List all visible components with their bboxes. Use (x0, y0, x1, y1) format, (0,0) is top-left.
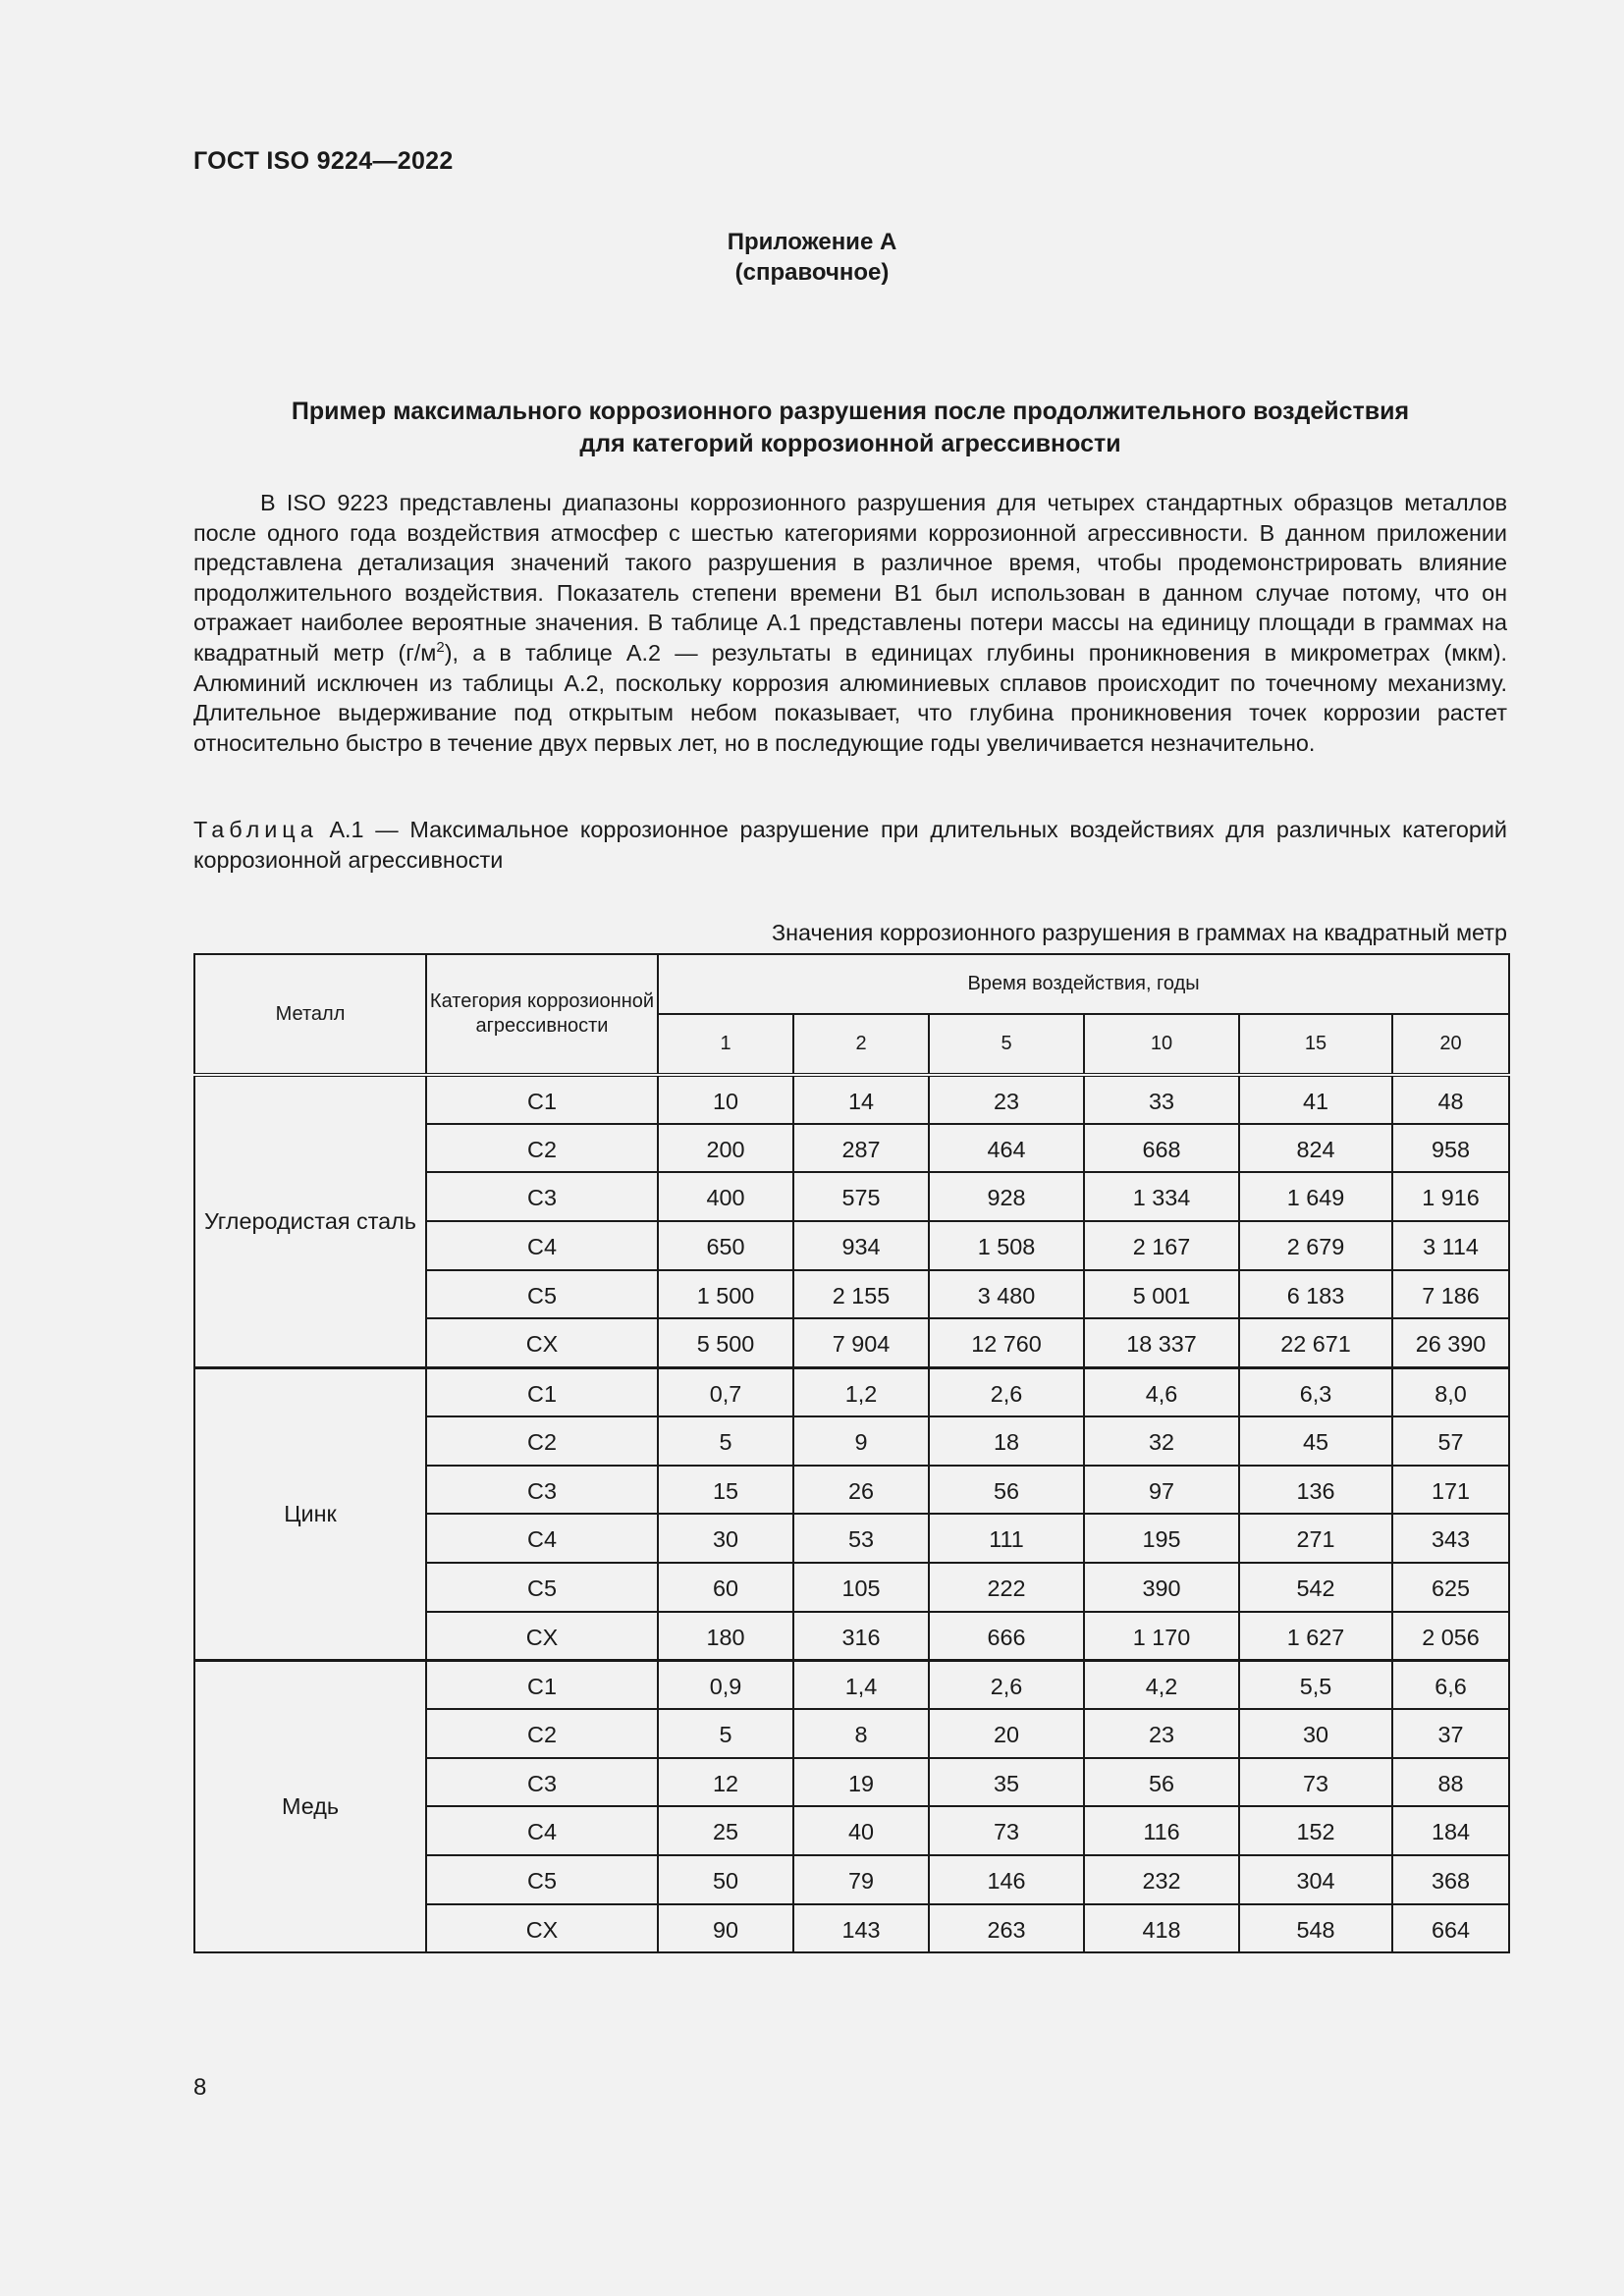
category-cell: C2 (426, 1416, 658, 1466)
value-cell: 668 (1084, 1124, 1239, 1173)
value-cell: 7 186 (1392, 1270, 1509, 1319)
table-body (194, 1075, 1509, 1952)
category-cell: C1 (426, 1075, 658, 1124)
value-cell: 5 001 (1084, 1270, 1239, 1319)
value-cell: 934 (793, 1221, 929, 1270)
category-cell: C1 (426, 1367, 658, 1416)
value-cell: 5 (658, 1416, 793, 1466)
category-cell: CX (426, 1904, 658, 1953)
value-cell: 73 (929, 1806, 1084, 1855)
value-cell: 26 (793, 1466, 929, 1515)
body-text-part-2: ), а в таблице А.2 — результаты в единицах глубины проникновения в микрометрах (мкм). Алюминий исключен из таблицы А.2, поскольку коррозия алюминиевых сплавов происходит по точечному механизму. Длительное выдерживание под открытым небом показывает, что глубина проникновения точек коррозии растет относительно быстро в течение двух первых лет, но в последующие годы увеличивается незначительно. (193, 639, 1507, 756)
table-caption-text: А.1 — Максимальное коррозионное разрушение при длительных воздействиях для различных категорий коррозионной агрессивности (193, 817, 1507, 873)
section-title-line-1: Пример максимального коррозионного разрушения после продолжительного воздействия (291, 398, 1410, 425)
value-cell: 184 (1392, 1806, 1509, 1855)
value-cell: 1 916 (1392, 1172, 1509, 1221)
table-caption-label: Таблица (193, 817, 318, 842)
value-cell: 2,6 (929, 1367, 1084, 1416)
category-cell: CX (426, 1612, 658, 1661)
body-text-part-1: В ISO 9223 представлены диапазоны коррозионного разрушения для четырех стандартных образцов металлов после одного года воздействия атмосфер с шестью категориями коррозионной агрессивности. В данном приложении представлена детализация значений такого разрушения в различное время, чтобы продемонстрировать влияние продолжительного воздействия. Показатель степени времени В1 был использован в данном случае потому, что он отражает наиболее вероятные значения. В таблице А.1 представлены потери массы на единицу площади в граммах на квадратный метр (г/м (193, 490, 1507, 666)
table-row (194, 1075, 1509, 1124)
category-cell: C5 (426, 1855, 658, 1904)
value-cell: 57 (1392, 1416, 1509, 1466)
corrosion-table (193, 953, 1510, 1953)
value-cell: 1 334 (1084, 1172, 1239, 1221)
value-cell: 26 390 (1392, 1318, 1509, 1367)
value-cell: 22 671 (1239, 1318, 1392, 1367)
header-category: Категория коррозионной агрессивности (426, 954, 658, 1075)
header-year: 20 (1392, 1014, 1509, 1075)
value-cell: 30 (1239, 1709, 1392, 1758)
value-cell: 18 337 (1084, 1318, 1239, 1367)
value-cell: 666 (929, 1612, 1084, 1661)
value-cell: 390 (1084, 1563, 1239, 1612)
value-cell: 3 114 (1392, 1221, 1509, 1270)
value-cell: 40 (793, 1806, 929, 1855)
header-year: 2 (793, 1014, 929, 1075)
table-caption (193, 815, 1507, 875)
value-cell: 548 (1239, 1904, 1392, 1953)
value-cell: 6,3 (1239, 1367, 1392, 1416)
category-cell: C3 (426, 1172, 658, 1221)
value-cell: 2 155 (793, 1270, 929, 1319)
value-cell: 928 (929, 1172, 1084, 1221)
value-cell: 287 (793, 1124, 929, 1173)
value-cell: 2 056 (1392, 1612, 1509, 1661)
value-cell: 1 649 (1239, 1172, 1392, 1221)
value-cell: 79 (793, 1855, 929, 1904)
value-cell: 23 (929, 1075, 1084, 1124)
value-cell: 650 (658, 1221, 793, 1270)
category-cell: C2 (426, 1709, 658, 1758)
value-cell: 5 500 (658, 1318, 793, 1367)
value-cell: 222 (929, 1563, 1084, 1612)
metal-name: Цинк (194, 1367, 426, 1660)
category-cell: C5 (426, 1270, 658, 1319)
value-cell: 30 (658, 1514, 793, 1563)
value-cell: 37 (1392, 1709, 1509, 1758)
value-cell: 316 (793, 1612, 929, 1661)
category-cell: C2 (426, 1124, 658, 1173)
value-cell: 664 (1392, 1904, 1509, 1953)
category-cell: C4 (426, 1221, 658, 1270)
table-row (194, 1367, 1509, 1416)
value-cell: 97 (1084, 1466, 1239, 1515)
category-cell: C1 (426, 1660, 658, 1709)
value-cell: 542 (1239, 1563, 1392, 1612)
value-cell: 1,2 (793, 1367, 929, 1416)
value-cell: 180 (658, 1612, 793, 1661)
value-cell: 90 (658, 1904, 793, 1953)
value-cell: 53 (793, 1514, 929, 1563)
value-cell: 271 (1239, 1514, 1392, 1563)
value-cell: 32 (1084, 1416, 1239, 1466)
value-cell: 73 (1239, 1758, 1392, 1807)
value-cell: 25 (658, 1806, 793, 1855)
value-cell: 575 (793, 1172, 929, 1221)
appendix-heading (0, 227, 1624, 288)
value-cell: 171 (1392, 1466, 1509, 1515)
body-paragraph (193, 488, 1507, 758)
value-cell: 10 (658, 1075, 793, 1124)
value-cell: 116 (1084, 1806, 1239, 1855)
category-cell: CX (426, 1318, 658, 1367)
value-cell: 48 (1392, 1075, 1509, 1124)
value-cell: 35 (929, 1758, 1084, 1807)
value-cell: 152 (1239, 1806, 1392, 1855)
value-cell: 195 (1084, 1514, 1239, 1563)
value-cell: 8 (793, 1709, 929, 1758)
value-cell: 5 (658, 1709, 793, 1758)
value-cell: 9 (793, 1416, 929, 1466)
value-cell: 45 (1239, 1416, 1392, 1466)
value-cell: 23 (1084, 1709, 1239, 1758)
value-cell: 19 (793, 1758, 929, 1807)
value-cell: 0,9 (658, 1660, 793, 1709)
category-cell: C5 (426, 1563, 658, 1612)
value-cell: 625 (1392, 1563, 1509, 1612)
category-cell: C4 (426, 1514, 658, 1563)
value-cell: 6,6 (1392, 1660, 1509, 1709)
header-year: 1 (658, 1014, 793, 1075)
value-cell: 2 679 (1239, 1221, 1392, 1270)
value-cell: 33 (1084, 1075, 1239, 1124)
section-title (193, 396, 1507, 460)
value-cell: 232 (1084, 1855, 1239, 1904)
header-year: 15 (1239, 1014, 1392, 1075)
value-cell: 200 (658, 1124, 793, 1173)
value-cell: 41 (1239, 1075, 1392, 1124)
appendix-title: Приложение А (727, 229, 897, 255)
header-time: Время воздействия, годы (658, 954, 1509, 1014)
value-cell: 400 (658, 1172, 793, 1221)
value-cell: 1 170 (1084, 1612, 1239, 1661)
section-title-line-2: для категорий коррозионной агрессивности (579, 430, 1121, 457)
value-cell: 56 (929, 1466, 1084, 1515)
value-cell: 4,6 (1084, 1367, 1239, 1416)
value-cell: 7 904 (793, 1318, 929, 1367)
header-year: 5 (929, 1014, 1084, 1075)
value-cell: 464 (929, 1124, 1084, 1173)
value-cell: 146 (929, 1855, 1084, 1904)
value-cell: 343 (1392, 1514, 1509, 1563)
metal-name: Углеродистая сталь (194, 1075, 426, 1367)
category-cell: C4 (426, 1806, 658, 1855)
table-row (194, 1660, 1509, 1709)
value-cell: 20 (929, 1709, 1084, 1758)
header-year: 10 (1084, 1014, 1239, 1075)
value-cell: 12 760 (929, 1318, 1084, 1367)
units-note: Значения коррозионного разрушения в граммах на квадратный метр (771, 920, 1507, 945)
value-cell: 50 (658, 1855, 793, 1904)
value-cell: 1 627 (1239, 1612, 1392, 1661)
document-code: ГОСТ ISO 9224—2022 (193, 147, 454, 175)
appendix-type: (справочное) (734, 259, 890, 286)
value-cell: 304 (1239, 1855, 1392, 1904)
header-metal: Металл (194, 954, 426, 1075)
value-cell: 8,0 (1392, 1367, 1509, 1416)
value-cell: 18 (929, 1416, 1084, 1466)
value-cell: 1,4 (793, 1660, 929, 1709)
value-cell: 1 500 (658, 1270, 793, 1319)
value-cell: 2 167 (1084, 1221, 1239, 1270)
value-cell: 1 508 (929, 1221, 1084, 1270)
value-cell: 418 (1084, 1904, 1239, 1953)
value-cell: 3 480 (929, 1270, 1084, 1319)
value-cell: 105 (793, 1563, 929, 1612)
value-cell: 958 (1392, 1124, 1509, 1173)
category-cell: C3 (426, 1466, 658, 1515)
value-cell: 0,7 (658, 1367, 793, 1416)
value-cell: 6 183 (1239, 1270, 1392, 1319)
value-cell: 143 (793, 1904, 929, 1953)
page-number: 8 (193, 2074, 207, 2101)
value-cell: 88 (1392, 1758, 1509, 1807)
value-cell: 824 (1239, 1124, 1392, 1173)
category-cell: C3 (426, 1758, 658, 1807)
metal-name: Медь (194, 1660, 426, 1952)
value-cell: 15 (658, 1466, 793, 1515)
value-cell: 263 (929, 1904, 1084, 1953)
value-cell: 5,5 (1239, 1660, 1392, 1709)
value-cell: 14 (793, 1075, 929, 1124)
value-cell: 60 (658, 1563, 793, 1612)
value-cell: 136 (1239, 1466, 1392, 1515)
value-cell: 2,6 (929, 1660, 1084, 1709)
value-cell: 56 (1084, 1758, 1239, 1807)
value-cell: 111 (929, 1514, 1084, 1563)
value-cell: 4,2 (1084, 1660, 1239, 1709)
value-cell: 12 (658, 1758, 793, 1807)
superscript-2: 2 (436, 639, 445, 657)
value-cell: 368 (1392, 1855, 1509, 1904)
